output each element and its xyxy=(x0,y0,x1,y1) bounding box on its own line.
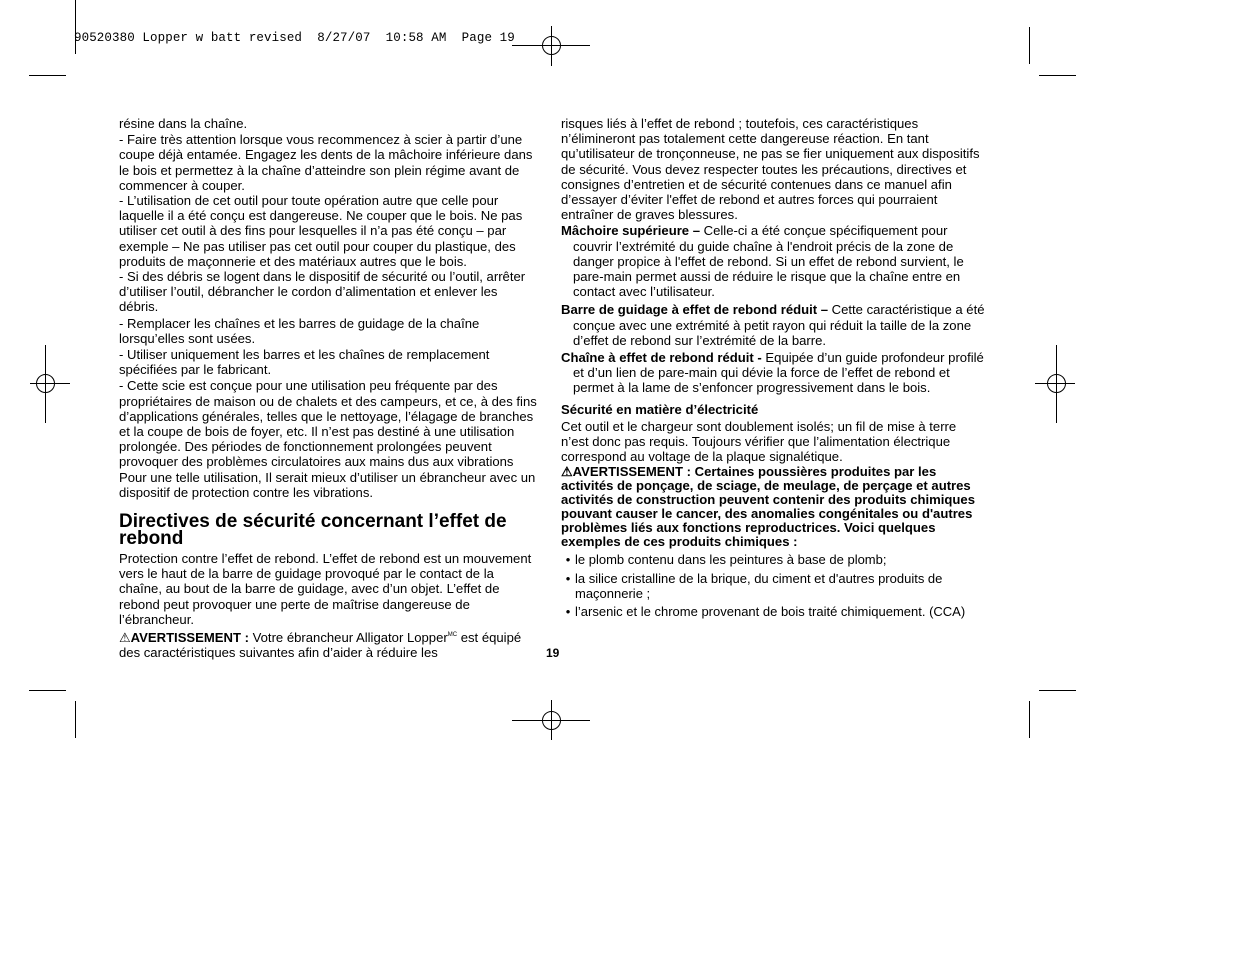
printer-slug-line: 90520380 Lopper w batt revised 8/27/07 10:58 AM Page 19 xyxy=(74,31,515,45)
section-heading-kickback: Directives de sécurité concernant l’effet de rebond xyxy=(119,511,507,549)
feature-guide-bar-text: Cette caractéristique a été conçue avec une extrémité à petit rayon qui réduit la taille de la zone d’effet de rebond sur l’extrémité de la barre. xyxy=(573,302,985,348)
list-item xyxy=(561,571,987,601)
warning-paragraph xyxy=(119,628,539,660)
right-column xyxy=(561,116,987,619)
registration-mark-right xyxy=(1035,345,1075,423)
paragraph-intended-use: - L’utilisation de cet outil pour toute opération autre que celle pour laquelle il a été conçu est dangereuse. Ne couper que le bois. Ne pas utiliser cet outil à des fins pour lesquelles il n’a pas été conçu – par exemple – Ne pas utiliser pas cet outil pour couper du plastique, des produits de maçonnerie et des matériaux autres que le bois. xyxy=(119,193,523,269)
bullet-dot: • xyxy=(565,552,571,568)
crop-mark-top-right-vertical xyxy=(1029,27,1030,64)
crop-mark-bottom-right-vertical xyxy=(1029,701,1030,738)
paragraph-kickback-protection: Protection contre l’effet de rebond. L’effet de rebond est un mouvement vers le haut de la barre de guidage provoqué par le contact de la chaîne, au bout de la barre de guidage, avec d’un objet. L’effet de rebond peut provoquer une perte de maîtrise dangereuse de l’ébrancheur. xyxy=(119,551,532,627)
warning-chemicals xyxy=(561,465,987,549)
paragraph-resin: résine dans la chaîne. xyxy=(119,116,248,131)
warning-text-part-b: est équipé des caractéristiques suivantes afin d’aider à réduire les xyxy=(119,630,522,661)
paragraph-infrequent-use: - Cette scie est conçue pour une utilisation peu fréquente par des propriétaires de maison ou de chalets et des campeurs, et ce, à des fins d’applications générales, telles que le nettoyage, l’élagage de branches et la coupe de bois de foyer, etc. Il n’est pas destiné à une utilisation prolongée. Des périodes de fonctionnement prolongées peuvent provoquer des problèmes circulatoires aux mains dus aux vibrations Pour une telle utilisation, Il serait mieux d’utiliser un ébrancheur avec un dispositif de protection contre les vibrations. xyxy=(119,378,537,500)
bullet-dot: • xyxy=(565,570,571,586)
crop-mark-top-left-vertical xyxy=(75,0,76,54)
paragraph-replacement-parts: - Utiliser uniquement les barres et les chaînes de remplacement spécifiées par le fabricant. xyxy=(119,347,490,378)
feature-upper-jaw-text: Celle-ci a été conçue spécifiquement pour couvrir l’extrémité du guide chaîne à l'endroit précis de la zone de danger propice à l'effet de rebond. Si un effet de rebond survient, le pare-main permet aussi de réduire le risque que la chaîne entre en contact avec l’utilisateur. xyxy=(573,223,964,300)
feature-low-kickback-chain-label: Chaîne à effet de rebond réduit - xyxy=(561,350,762,366)
feature-guide-bar xyxy=(561,302,987,348)
warning-label: AVERTISSEMENT : xyxy=(130,630,249,646)
left-column xyxy=(119,116,539,661)
warning-triangle-icon: ⚠ xyxy=(119,630,131,646)
warning-chemicals-text: AVERTISSEMENT : Certaines poussières produites par les activités de ponçage, de sciage, de meulage, de perçage et autres activités de construction peuvent contenir des produits chimiques pouvant causer le cancer, des anomalies congénitales ou d'autres problèmes liés aux fonctions reproductrices. Voici quelques exemples de ces produits chimiques : xyxy=(561,464,975,550)
paragraph-replace-chains: - Remplacer les chaînes et les barres de guidage de la chaîne lorsqu’elles sont usées. xyxy=(119,315,480,346)
paragraph-debris: - Si des débris se logent dans le dispositif de sécurité ou l’outil, arrêter d’utiliser l’outil, débrancher le cordon d’alimentation et enlever les débris. xyxy=(119,269,526,315)
list-item xyxy=(561,604,987,619)
warning-triangle-icon-2: ⚠ xyxy=(561,464,573,480)
bullet-text-silica: la silice cristalline de la brique, du ciment et d'autres produits de maçonnerie ; xyxy=(575,570,943,601)
feature-upper-jaw xyxy=(561,223,987,299)
paragraph-double-insulation: Cet outil et le chargeur sont doublement isolés; un fil de mise à terre n’est donc pas requis. Toujours vérifier que l’alimentation électrique correspond au voltage de la plaque signalétique. xyxy=(561,418,957,465)
feature-low-kickback-chain xyxy=(561,350,987,396)
list-item xyxy=(561,552,987,567)
crop-mark-top-left-horizontal xyxy=(29,75,66,76)
bullet-text-lead-paint: le plomb contenu dans les peintures à base de plomb; xyxy=(575,552,887,568)
feature-low-kickback-chain-text: Equipée d’un guide profondeur profilé et d’un lien de pare-main qui dévie la force de l’effet de rebond et permet à la lame de s’enfoncer progressivement dans le bois. xyxy=(573,350,984,396)
registration-mark-bottom xyxy=(512,700,590,740)
paragraph-restart-cut: - Faire très attention lorsque vous recommencez à scier à partir d’une coupe déjà entamée. Engagez les dents de la mâchoire inférieure dans le bois et permettez à la chaîne d’atteindre son plein régime avant de commencer à couper. xyxy=(119,132,533,193)
warning-text-part-a: Votre ébrancheur Alligator Lopper xyxy=(249,630,448,646)
feature-guide-bar-label: Barre de guidage à effet de rebond réduit – xyxy=(561,302,829,318)
paragraph-kickback-risks: risques liés à l’effet de rebond ; toutefois, ces caractéristiques n’élimineront pas totalement cette dangereuse réaction. En tant qu’utilisateur de tronçonneuse, ne pas se fier uniquement aux dispositifs de sécurité. Vous devez respecter toutes les précautions, directives et consignes d’entretien et de sécurité contenues dans ce manuel afin d’essayer d’éviter l'effet de rebond et autres forces qui pourraient entraîner de graves blessures. xyxy=(561,116,980,223)
registration-mark-top xyxy=(512,26,590,66)
page-number: 19 xyxy=(546,646,560,660)
feature-upper-jaw-label: Mâchoire supérieure – xyxy=(561,223,700,239)
bullet-dot: • xyxy=(565,604,571,620)
crop-mark-bottom-right-horizontal xyxy=(1039,690,1076,691)
crop-mark-bottom-left-horizontal xyxy=(29,690,66,691)
bullet-text-arsenic: l’arsenic et le chrome provenant de bois traité chimiquement. (CCA) xyxy=(575,604,966,620)
crop-mark-bottom-left-vertical xyxy=(75,701,76,738)
trademark-superscript: MC xyxy=(447,632,458,639)
registration-mark-left xyxy=(30,345,70,423)
crop-mark-top-right-horizontal xyxy=(1039,75,1076,76)
subheading-electrical-safety: Sécurité en matière d’électricité xyxy=(561,401,759,417)
